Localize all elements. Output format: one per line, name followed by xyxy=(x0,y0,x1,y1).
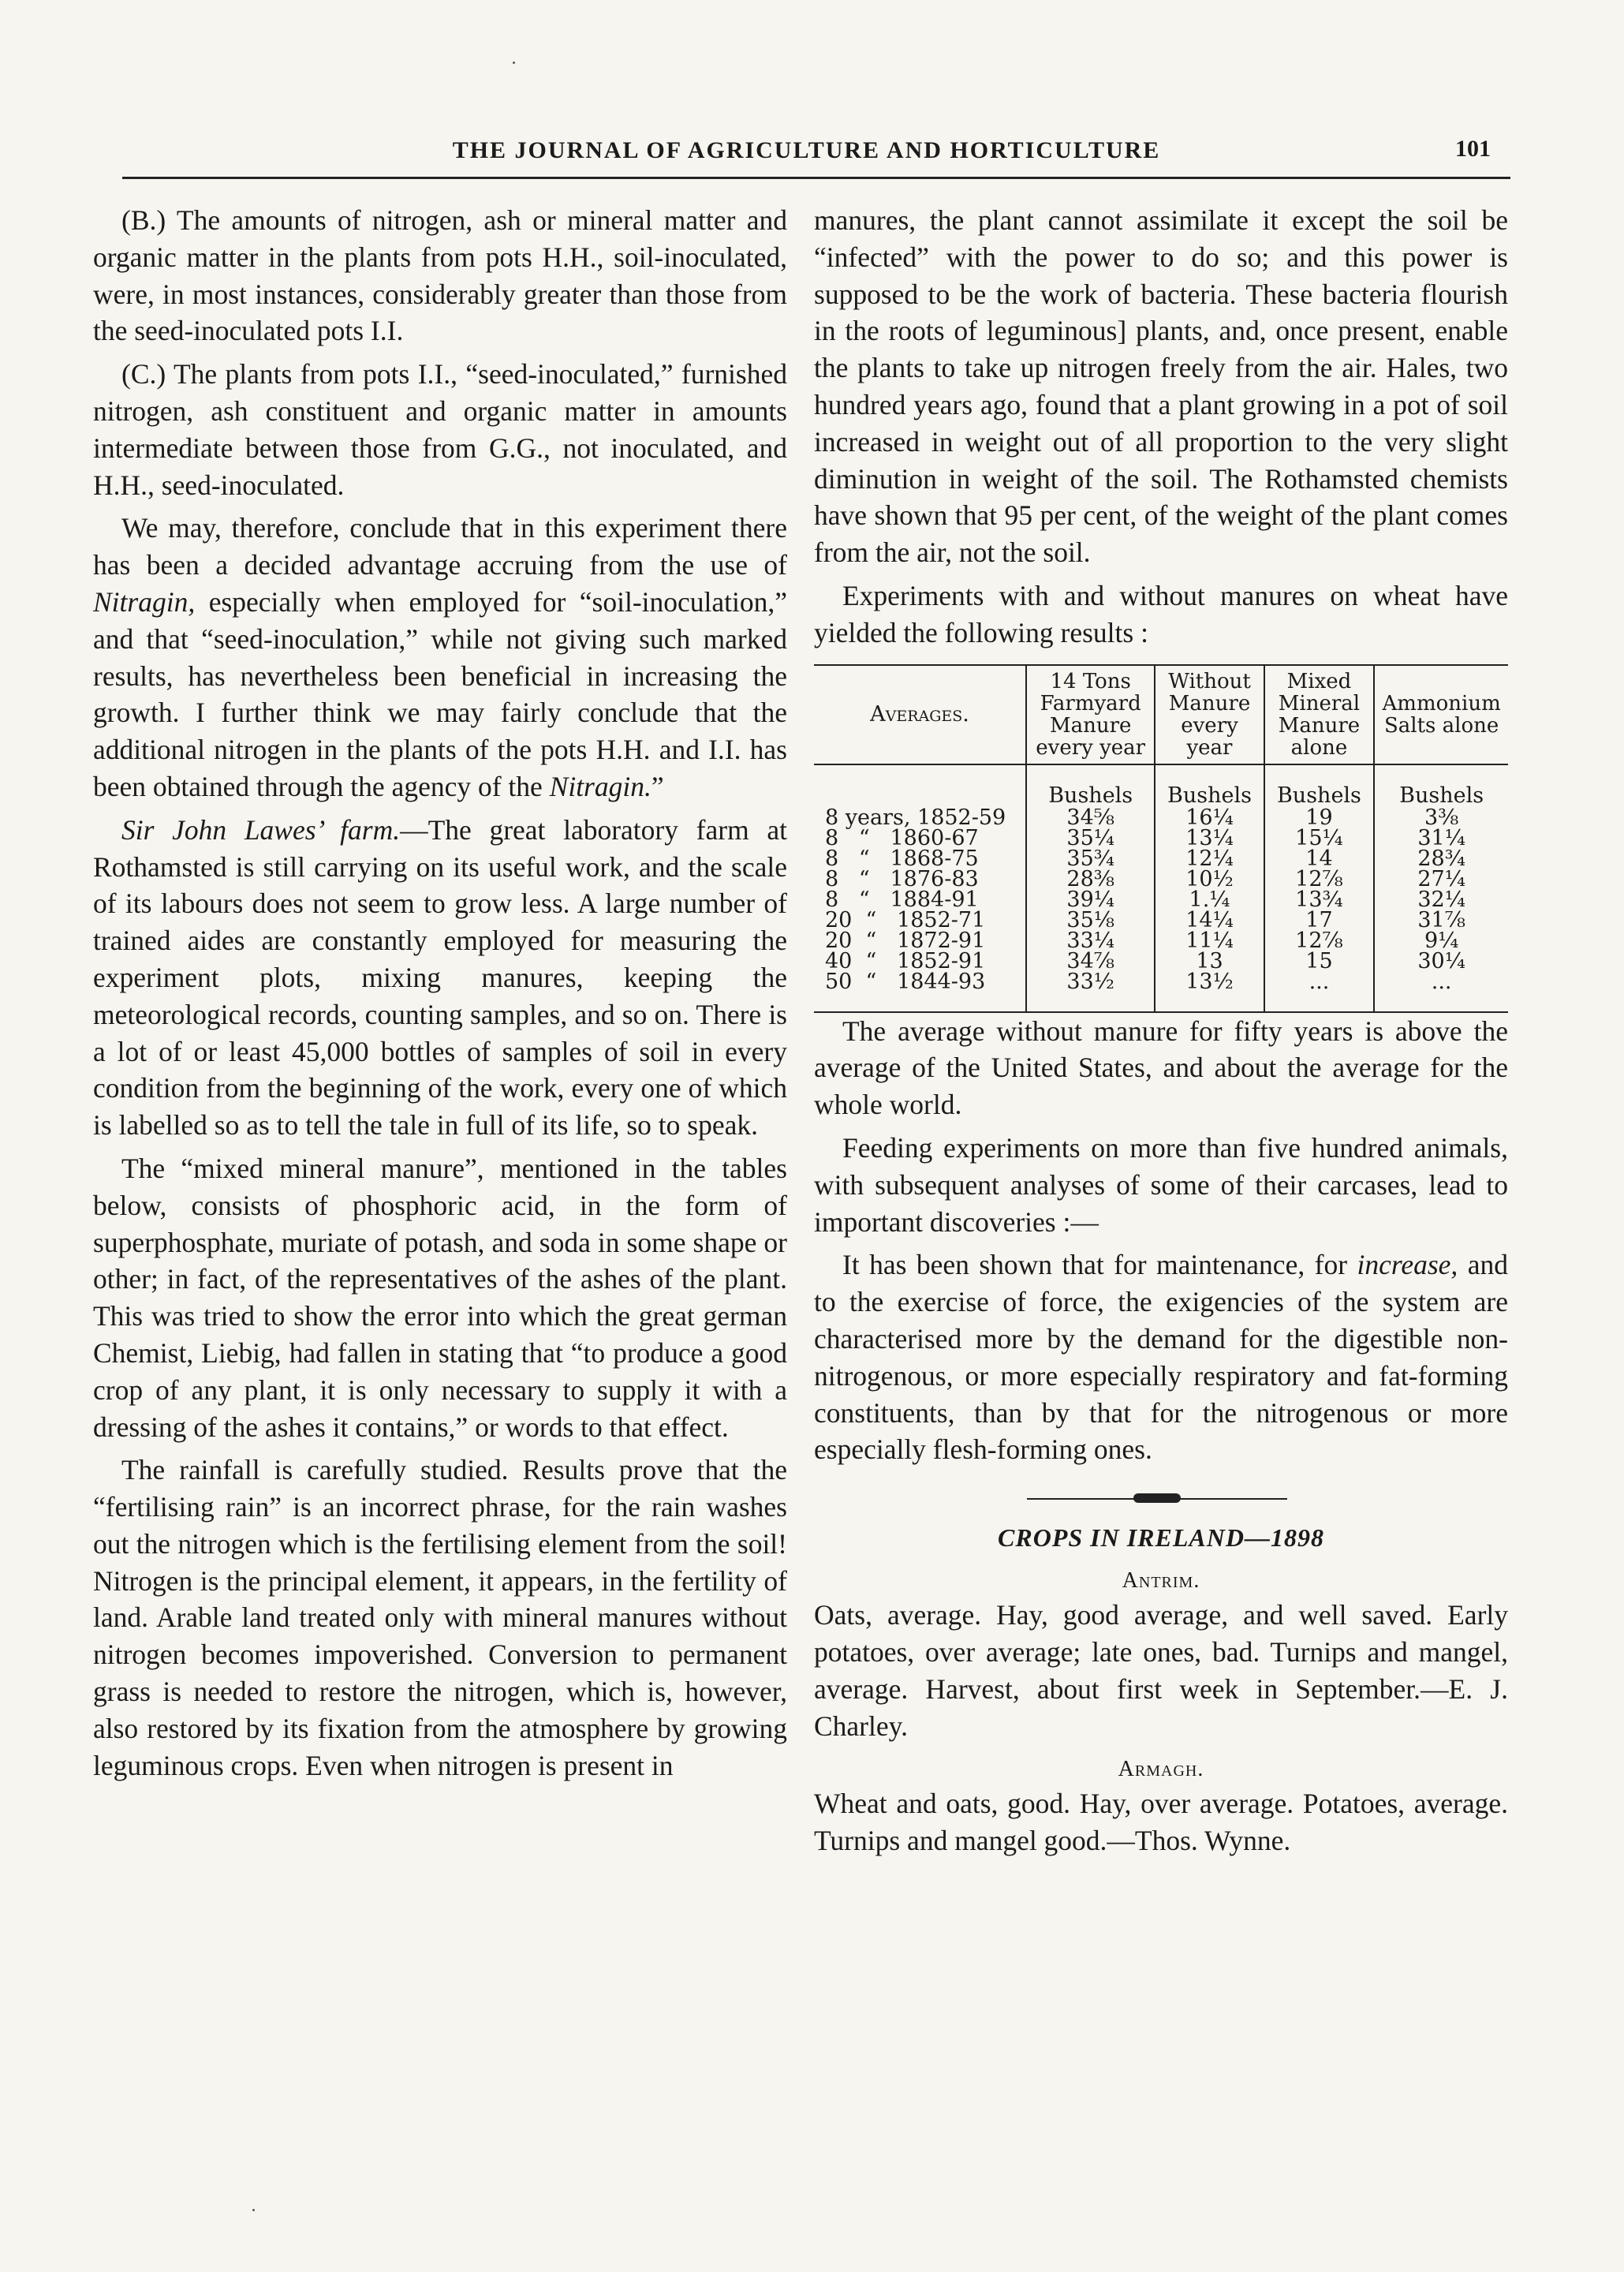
value-cell: 34⅝ xyxy=(1026,808,1155,828)
value-cell: 14¼ xyxy=(1155,910,1264,931)
county-heading-armagh: Armagh. xyxy=(1118,1757,1204,1782)
unit-cell: Bushels xyxy=(1374,764,1508,808)
conclusion-text-b: especially when employed for “soil-inoculation,” and that “seed-inoculation,” while not giving such marked results, has nevertheless been beneficial in increasing the growth. I further think we may fairly conclude that the additional nitrogen in the plants of the pots H.H. and I.I. has been obtained through the agency of the xyxy=(93,585,787,802)
period-cell: 50 “ 1844-93 xyxy=(825,969,986,994)
period-cell: 20 “ 1872-91 xyxy=(825,928,986,953)
value-cell: 28⅜ xyxy=(1026,869,1155,890)
lawes-farm-text: —The great laboratory farm at Rothamsted is still carrying on its useful work, and the scale of its labours does not seem to grow less. A large number of trained aides are constantly employed for measuring the experiment plots, mixing manures, keeping the meteorological records, counting samples, and so on. There is a lot of or least 45,000 bottles of samples of soil in every condition from the beginning of the work, every one of which is labelled so as to tell the tale in full of its life, so to speak. xyxy=(93,813,787,1142)
value-cell: 32¼ xyxy=(1374,890,1508,910)
value-cell: 39¼ xyxy=(1026,890,1155,910)
value-cell: 14 xyxy=(1264,849,1375,869)
value-cell: 12¼ xyxy=(1155,849,1264,869)
value-cell: 34⅞ xyxy=(1026,951,1155,972)
paragraph-b: (B.) The amounts of nitrogen, ash or mineral matter and organic matter in the plants from pots H.H., soil-inoculated, were, in most instances, considerably greater than those from the seed-inoculated pots I.I. xyxy=(93,204,787,347)
table-row xyxy=(814,869,1508,890)
header-ammonium: Ammonium Salts alone xyxy=(1374,666,1508,764)
value-cell: 33½ xyxy=(1026,972,1155,1011)
value-cell: 31⅞ xyxy=(1374,910,1508,931)
maintenance-text-b: and to the exercise of force, the exigencies of the system are characterised more by the demand for the digestible non-nitrogenous, or more especially respiratory and fat-forming constituents, than by that for the nitrogenous or more especially flesh-forming ones. xyxy=(814,1249,1508,1466)
results-table xyxy=(814,664,1508,1013)
value-cell: 12⅞ xyxy=(1264,869,1375,890)
print-speck xyxy=(252,2209,255,2211)
period-cell: 8 “ 1860-67 xyxy=(825,825,979,850)
table-row xyxy=(814,910,1508,931)
period-cell: 8 “ 1868-75 xyxy=(825,846,979,871)
value-cell: 9¼ xyxy=(1374,931,1508,951)
county-heading-antrim: Antrim. xyxy=(1122,1568,1200,1594)
paragraph-mixed-mineral: The “mixed mineral manure”, mentioned in the tables below, consists of phosphoric acid, in the form of superphosphate, muriate of potash, and soda in some shape or other; in fact, of the representatives of the ashes of the plant. This was tried to show the error into which the great german Chemist, Liebig, had fallen in stating that “to produce a good crop of any plant, it is only necessary to supply it with a dressing of the ashes it contains,” or words to that effect. xyxy=(93,1152,787,1443)
value-cell: 35¾ xyxy=(1026,849,1155,869)
conclusion-text-c: ” xyxy=(651,770,664,802)
table-row xyxy=(814,808,1508,828)
header-mixed-mineral: Mixed Mineral Manure alone xyxy=(1264,666,1375,764)
value-cell: 31¼ xyxy=(1374,828,1508,849)
value-cell: 17 xyxy=(1264,910,1375,931)
nitragin-term: Nitragin, xyxy=(93,585,196,618)
paragraph-conclusion xyxy=(93,510,787,805)
value-cell: 27¼ xyxy=(1374,869,1508,890)
lawes-farm-heading: Sir John Lawes’ farm. xyxy=(121,813,401,846)
header-rule xyxy=(122,177,1510,179)
table-row xyxy=(814,931,1508,951)
paragraph-average: The average without manure for fifty years is above the average of the United States, and about the average for the whole world. xyxy=(814,1015,1508,1121)
value-cell: 13¼ xyxy=(1155,828,1264,849)
value-cell: 35¼ xyxy=(1026,828,1155,849)
value-cell: ... xyxy=(1374,972,1508,1011)
section-divider xyxy=(814,1487,1508,1511)
running-title: THE JOURNAL OF AGRICULTURE AND HORTICULTURE xyxy=(452,137,1161,163)
paragraph-experiments: Experiments with and without manures on wheat have yielded the following results : xyxy=(814,579,1508,648)
paragraph-rainfall: The rainfall is carefully studied. Results prove that the “fertilising rain” is an incorrect phrase, for the rain washes out the nitrogen which is the fertilising element from the soil! Nitrogen is the principal element, it appears, in the fertility of land. Arable land treated only with mineral manures without nitrogen becomes impoverished. Conversion to permanent grass is needed to restore the nitrogen, which is, however, also restored by its fixation from the atmosphere by growing leguminous crops. Even when nitrogen is present in xyxy=(93,1454,787,1781)
header-farmyard: 14 Tons Farmyard Manure every year xyxy=(1026,666,1155,764)
conclusion-text-a: We may, therefore, conclude that in this experiment there has been a decided advantage accruing from the use of xyxy=(93,512,787,581)
value-cell: 1.¼ xyxy=(1155,890,1264,910)
header-without-manure: Without Manure every year xyxy=(1155,666,1264,764)
divider-ornament xyxy=(1133,1493,1181,1503)
table-row xyxy=(814,828,1508,849)
value-cell: 3⅜ xyxy=(1374,808,1508,828)
value-cell: 12⅞ xyxy=(1264,931,1375,951)
period-cell: 8 years, 1852-59 xyxy=(825,805,1006,830)
table-units-row xyxy=(814,764,1508,808)
county-report-antrim: Oats, average. Hay, good average, and well saved. Early potatoes, over average; late ones, bad. Turnips and mangel, average. Harvest, about first week in September.—E. J. Charley. xyxy=(814,1599,1508,1742)
table-row xyxy=(814,890,1508,910)
value-cell: 19 xyxy=(1264,808,1375,828)
right-column xyxy=(814,202,1508,1866)
period-cell: 40 “ 1852-91 xyxy=(825,948,986,973)
paragraph-feeding: Feeding experiments on more than five hundred animals, with subsequent analyses of some of their carcases, lead to important discoveries :— xyxy=(814,1131,1508,1238)
nitragin-term-2: Nitragin. xyxy=(549,770,651,802)
header-averages: Averages. xyxy=(814,666,1026,764)
value-cell: 28¾ xyxy=(1374,849,1508,869)
unit-cell: Bushels xyxy=(1155,764,1264,808)
value-cell: 13½ xyxy=(1155,972,1264,1011)
period-cell: 8 “ 1884-91 xyxy=(825,887,979,912)
period-cell: 8 “ 1876-83 xyxy=(825,866,979,891)
value-cell: 13 xyxy=(1155,951,1264,972)
page-number: 101 xyxy=(1455,136,1491,162)
value-cell: 11¼ xyxy=(1155,931,1264,951)
value-cell: 35⅛ xyxy=(1026,910,1155,931)
section-title: CROPS IN IRELAND—1898 xyxy=(998,1523,1324,1553)
running-header xyxy=(122,131,1491,170)
paragraph-manures: manures, the plant cannot assimilate it except the soil be “infected” with the power to do so; and this power is supposed to be the work of bacteria. These bacteria flourish in the roots of leguminous] plants, and, once present, enable the plants to take up nitrogen freely from the air. Hales, two hundred years ago, found that a plant growing in a pot of soil increased in weight out of all proportion to the very slight diminution in weight of the soil. The Rothamsted chemists have shown that 95 per cent, of the weight of the plant comes from the air, not the soil. xyxy=(814,204,1508,569)
paragraph-c: (C.) The plants from pots I.I., “seed-inoculated,” furnished nitrogen, ash constituent and organic matter in amounts intermediate between those from G.G., not inoculated, and H.H., seed-inoculated. xyxy=(93,358,787,501)
table-row xyxy=(814,951,1508,972)
value-cell: 15¼ xyxy=(1264,828,1375,849)
maintenance-text-a: It has been shown that for maintenance, for xyxy=(842,1249,1357,1281)
table-row xyxy=(814,849,1508,869)
left-column xyxy=(93,202,787,1790)
county-report-armagh: Wheat and oats, good. Hay, over average. Potatoes, average. Turnips and mangel good.—Thos. Wynne. xyxy=(814,1788,1508,1857)
value-cell: 30¼ xyxy=(1374,951,1508,972)
paragraph-lawes-farm xyxy=(93,812,787,1144)
table-header-row xyxy=(814,666,1508,764)
value-cell: 10½ xyxy=(1155,869,1264,890)
value-cell: 33¼ xyxy=(1026,931,1155,951)
increase-term: increase, xyxy=(1357,1249,1458,1281)
period-cell: 20 “ 1852-71 xyxy=(825,907,986,932)
unit-cell: Bushels xyxy=(1026,764,1155,808)
unit-cell xyxy=(814,764,1026,808)
paragraph-maintenance xyxy=(814,1246,1508,1468)
unit-cell: Bushels xyxy=(1264,764,1375,808)
table-row xyxy=(814,972,1508,1011)
value-cell: ... xyxy=(1264,972,1375,1011)
value-cell: 13¾ xyxy=(1264,890,1375,910)
print-speck xyxy=(513,62,515,64)
value-cell: 15 xyxy=(1264,951,1375,972)
value-cell: 16¼ xyxy=(1155,808,1264,828)
